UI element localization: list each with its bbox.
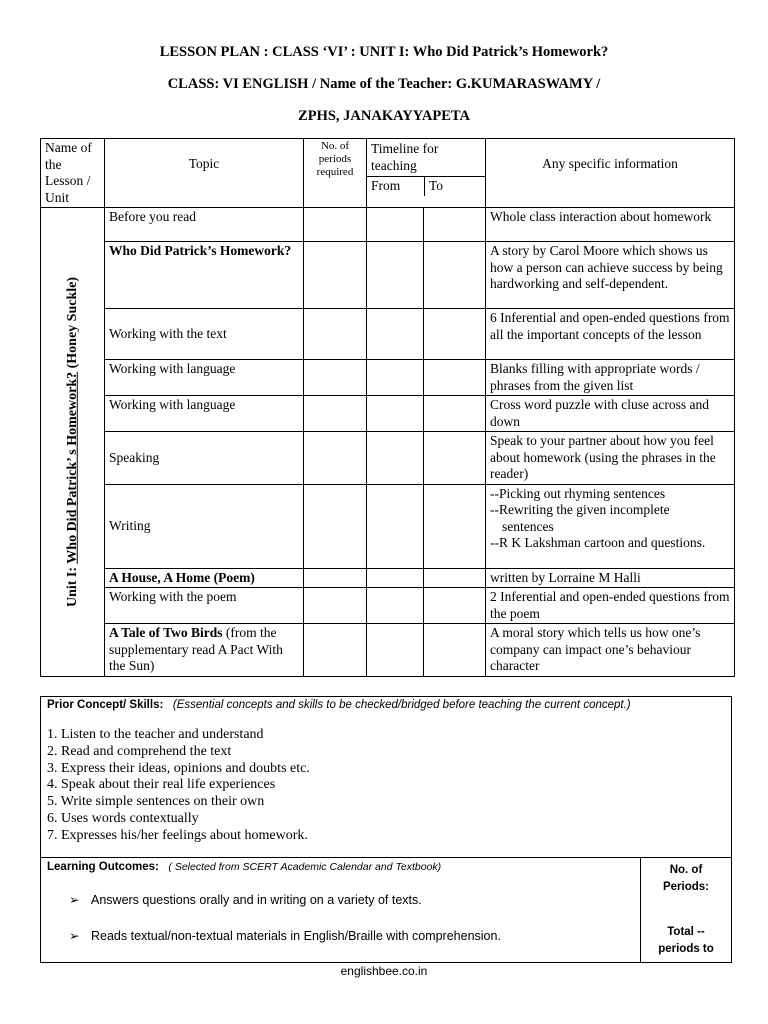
info-cell: Cross word puzzle with cluse across and down — [486, 396, 735, 432]
list-item: 4. Speak about their real life experiences — [47, 777, 276, 793]
arrow-bullet-icon: ➢ — [69, 929, 80, 943]
topic-cell: A House, A Home (Poem) — [105, 568, 304, 588]
topic-cell: Who Did Patrick’s Homework? — [105, 242, 304, 309]
topic-cell: Speaking — [105, 432, 304, 485]
periods-section — [641, 858, 731, 962]
info-cell: Whole class interaction about homework — [486, 208, 735, 242]
list-item: ➢ Answers questions orally and in writing on a variety of texts. — [69, 893, 422, 907]
learning-outcomes-header: Learning Outcomes: ( Selected from SCERT Academic Calendar and Textbook) — [47, 861, 442, 873]
total-periods-label: periods to — [658, 943, 714, 955]
col-header-periods: No. of periods required — [304, 139, 367, 208]
topic-cell: Writing — [105, 484, 304, 568]
periods-label: Periods: — [662, 881, 709, 893]
topic-cell: Before you read — [105, 208, 304, 242]
topic-cell: A Tale of Two Birds (from the supplementary read A Pact With the Sun) — [105, 624, 304, 677]
school-name: ZPHS, JANAKAYYAPETA — [298, 108, 470, 124]
lesson-plan-title: LESSON PLAN : CLASS ‘VI’ : UNIT I: Who Did Patrick’s Homework? — [159, 44, 609, 60]
total-periods-label: Total -- — [667, 926, 705, 938]
list-item: 2. Read and comprehend the text — [47, 743, 232, 759]
col-header-lesson: Name of the Lesson / Unit — [41, 139, 105, 208]
prior-concepts-box — [40, 696, 732, 858]
col-header-topic: Topic — [105, 139, 304, 208]
info-cell: 2 Inferential and open-ended questions from the poem — [486, 588, 735, 624]
list-item: 3. Express their ideas, opinions and doubts etc. — [47, 760, 310, 776]
list-item: 7. Expresses his/her feelings about homework. — [47, 827, 308, 843]
col-header-to: To — [429, 178, 444, 193]
arrow-bullet-icon: ➢ — [69, 893, 80, 907]
info-cell: Blanks filling with appropriate words / phrases from the given list — [486, 360, 735, 396]
list-item: 1. Listen to the teacher and understand — [47, 727, 264, 742]
info-cell: written by Lorraine M Halli — [486, 568, 735, 588]
learning-outcomes-section — [41, 858, 641, 962]
info-cell: 6 Inferential and open-ended questions from all the important concepts of the lesson — [486, 309, 735, 360]
topic-cell: Working with the poem — [105, 588, 304, 624]
col-header-timeline — [367, 139, 486, 208]
info-cell: A moral story which tells us how one’s company can impact one’s behaviour character — [486, 624, 735, 677]
unit-label-cell — [41, 208, 105, 677]
unit-vertical-label: Unit I: Who Did Patrick’ s Homework? (Honey Suckle) — [64, 276, 80, 607]
topic-cell: Working with the text — [105, 309, 304, 360]
list-item: 6. Uses words contextually — [47, 810, 199, 826]
list-item: 5. Write simple sentences on their own — [47, 794, 265, 810]
prior-skills-list — [41, 727, 731, 845]
list-item: ➢ Reads textual/non-textual materials in English/Braille with comprehension. — [69, 929, 501, 943]
lesson-plan-table — [40, 138, 735, 677]
learning-outcomes-box — [40, 857, 732, 963]
topic-cell: Working with language — [105, 360, 304, 396]
col-header-info: Any specific information — [486, 139, 735, 208]
periods-label: No. of — [669, 864, 703, 876]
info-cell: --Picking out rhyming sentences --Rewriting the given incomplete sentences --R K Lakshman cartoon and questions. — [486, 484, 735, 568]
topic-cell: Working with language — [105, 396, 304, 432]
info-cell: Speak to your partner about how you feel about homework (using the phrases in the reader) — [486, 432, 735, 485]
info-cell: A story by Carol Moore which shows us how a person can achieve success by being hardworking and self-dependent. — [486, 242, 735, 309]
footer-site-name: englishbee.co.in — [340, 964, 428, 978]
timeline-label: Timeline for teaching — [367, 139, 485, 177]
class-teacher-line: CLASS: VI ENGLISH / Name of the Teacher: G.KUMARASWAMY / — [167, 76, 601, 92]
prior-concepts-header: Prior Concept/ Skills: (Essential concepts and skills to be checked/bridged before teaching the current concept.) — [47, 699, 631, 711]
col-header-from: From — [367, 177, 425, 196]
